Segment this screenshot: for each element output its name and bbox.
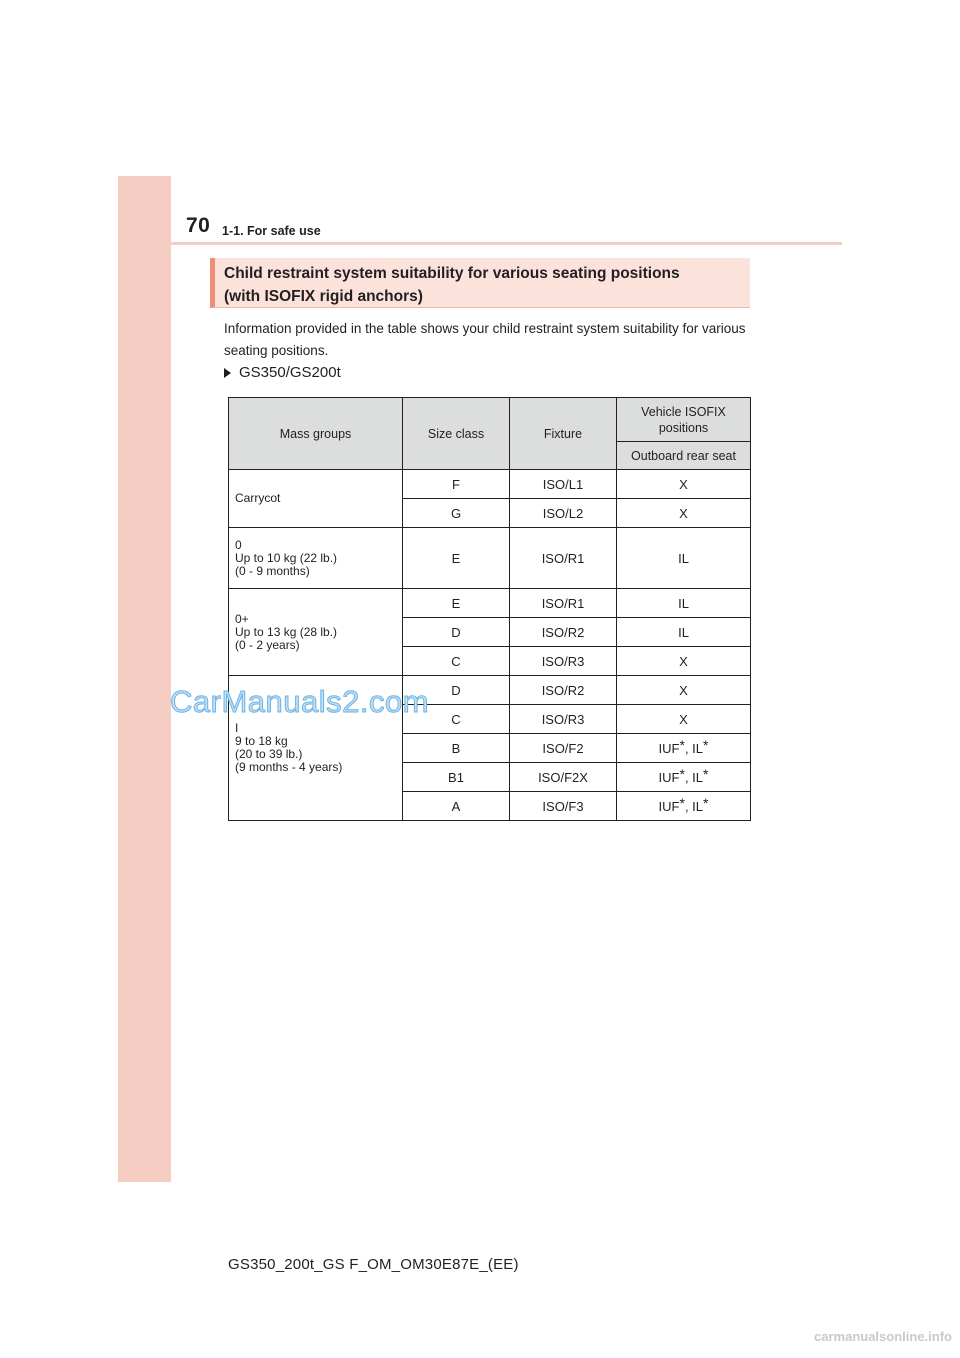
outboard-cell: IUF*, IL* [617, 734, 751, 763]
table-row [229, 528, 751, 589]
header-size-class: Size class [403, 398, 510, 470]
outboard-cell: IL [617, 618, 751, 647]
heading-text: Child restraint system suitability for various seating positions (with ISOFIX rigid anchors) [224, 265, 680, 305]
outboard-cell: IL [617, 589, 751, 618]
fixture-cell: ISO/F2X [510, 763, 617, 792]
mass-group-cell: 0 Up to 10 kg (22 lb.) (0 - 9 months) [229, 528, 403, 589]
watermark-bottom: carmanualsonline.info [814, 1329, 952, 1344]
size-class-cell: E [403, 528, 510, 589]
outboard-cell: X [617, 705, 751, 734]
header-mass-groups: Mass groups [229, 398, 403, 470]
size-class-cell: F [403, 470, 510, 499]
footnote-star: * [679, 765, 685, 782]
size-class-cell: A [403, 792, 510, 821]
watermark-overlay: CarManuals2.com [170, 684, 430, 719]
footnote-star: * [679, 736, 685, 753]
fixture-cell: ISO/R2 [510, 618, 617, 647]
model-line [224, 364, 341, 381]
section-heading [210, 258, 750, 308]
size-class-cell: D [403, 618, 510, 647]
fixture-cell: ISO/L2 [510, 499, 617, 528]
fixture-cell: ISO/R3 [510, 647, 617, 676]
outboard-cell: X [617, 499, 751, 528]
header-vehicle-positions: Vehicle ISOFIX positions [617, 398, 751, 442]
footnote-star: * [703, 794, 709, 811]
table-row [229, 589, 751, 618]
page-number: 70 [186, 214, 211, 237]
size-class-cell: D [403, 676, 510, 705]
size-class-cell: C [403, 705, 510, 734]
fixture-cell: ISO/R1 [510, 528, 617, 589]
fixture-cell: ISO/F3 [510, 792, 617, 821]
fixture-cell: ISO/L1 [510, 470, 617, 499]
intro-paragraph: Information provided in the table shows your child restraint system suitability for various seating positions. [224, 321, 746, 358]
outboard-cell: IUF*, IL* [617, 763, 751, 792]
fixture-cell: ISO/F2 [510, 734, 617, 763]
outboard-cell: X [617, 676, 751, 705]
header-outboard-rear-seat: Outboard rear seat [617, 442, 751, 470]
footnote-star: * [703, 765, 709, 782]
fixture-cell: ISO/R1 [510, 589, 617, 618]
section-label: 1-1. For safe use [222, 224, 321, 238]
mass-group-cell: Carrycot [229, 470, 403, 528]
outboard-cell: X [617, 470, 751, 499]
header-fixture: Fixture [510, 398, 617, 470]
mass-group-cell: I 9 to 18 kg (20 to 39 lb.) (9 months - 4 years) [229, 676, 403, 821]
suitability-table [228, 397, 751, 821]
size-class-cell: E [403, 589, 510, 618]
table-body [229, 470, 751, 821]
footnote-star: * [679, 794, 685, 811]
size-class-cell: C [403, 647, 510, 676]
outboard-cell: X [617, 647, 751, 676]
model-label: GS350/GS200t [239, 364, 341, 381]
fixture-cell: ISO/R3 [510, 705, 617, 734]
outboard-cell: IL [617, 528, 751, 589]
outboard-cell: IUF*, IL* [617, 792, 751, 821]
triangle-bullet-icon [224, 368, 231, 378]
size-class-cell: B [403, 734, 510, 763]
footnote-star: * [703, 736, 709, 753]
size-class-cell: B1 [403, 763, 510, 792]
fixture-cell: ISO/R2 [510, 676, 617, 705]
size-class-cell: G [403, 499, 510, 528]
mass-group-cell: 0+ Up to 13 kg (28 lb.) (0 - 2 years) [229, 589, 403, 676]
table-row [229, 470, 751, 499]
footer-code: GS350_200t_GS F_OM_OM30E87E_(EE) [228, 1256, 519, 1273]
side-color-band [118, 176, 171, 1182]
header-rule [118, 242, 842, 245]
